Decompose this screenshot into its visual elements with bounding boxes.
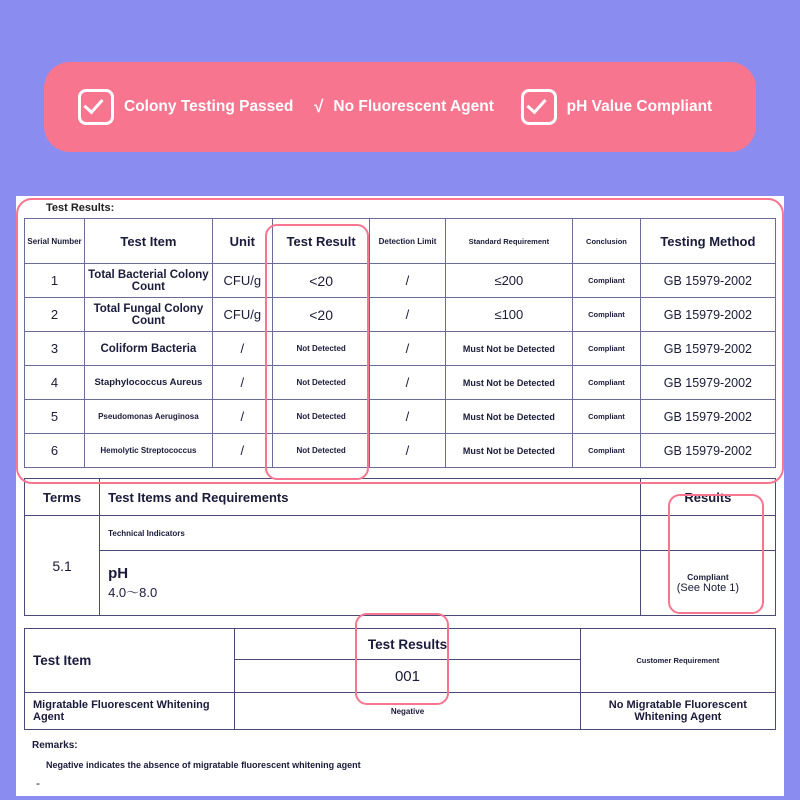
cell-unit: / [212, 434, 272, 468]
cell-serial: 5 [25, 400, 85, 434]
clause-number: 5.1 [25, 516, 100, 616]
terms-ph-row [25, 551, 776, 616]
cell-conclusion: Compliant [573, 298, 641, 332]
cell-result: <20 [272, 298, 370, 332]
col-test-item: Test Item [85, 219, 213, 264]
banner-label-colony: Colony Testing Passed [124, 98, 294, 115]
table-row [25, 366, 776, 400]
cell-limit: / [370, 332, 445, 366]
banner-label-ph: pH Value Compliant [566, 98, 713, 115]
table-row [25, 298, 776, 332]
col-testing-method: Testing Method [640, 219, 775, 264]
terms-result-note: (See Note 1) [676, 582, 740, 594]
check-box-icon [78, 89, 114, 125]
report-sheet [16, 196, 784, 796]
check-mark-icon: √ [314, 97, 324, 116]
cell-limit: / [370, 366, 445, 400]
cell-item: Staphylococcus Aureus [85, 366, 213, 400]
ph-range: 4.0～8.0 [108, 585, 158, 600]
cell-serial: 2 [25, 298, 85, 332]
ph-cell [100, 551, 641, 616]
table-header-row [25, 219, 776, 264]
check-box-icon [521, 89, 557, 125]
cell-conclusion: Compliant [573, 332, 641, 366]
sample-code: 001 [235, 660, 580, 693]
microbiology-table [24, 218, 776, 468]
cell-item: Total Bacterial Colony Count [85, 264, 213, 298]
technical-indicators-label: Technical Indicators [100, 516, 641, 551]
terms-header-row [25, 479, 776, 516]
terms-clause-row [25, 516, 776, 551]
col-customer-requirement: Customer Requirement [580, 629, 775, 693]
col-test-items-requirements: Test Items and Requirements [100, 479, 641, 516]
cell-limit: / [370, 400, 445, 434]
cell-standard: ≤200 [445, 264, 573, 298]
cell-serial: 3 [25, 332, 85, 366]
cell-method: GB 15979-2002 [640, 298, 775, 332]
banner-item-ph [513, 89, 738, 125]
banner-item-fluorescent [295, 97, 512, 117]
fluorescent-result: Negative [235, 693, 580, 730]
cell-unit: CFU/g [212, 298, 272, 332]
cell-standard: Must Not be Detected [445, 366, 573, 400]
cell-limit: / [370, 298, 445, 332]
table-row [25, 264, 776, 298]
cell-standard: Must Not be Detected [445, 434, 573, 468]
cell-conclusion: Compliant [573, 400, 641, 434]
fluorescent-header-row [25, 629, 776, 660]
fluorescent-item-label: Migratable Fluorescent Whitening Agent [25, 693, 235, 730]
col-detection-limit: Detection Limit [370, 219, 445, 264]
col-serial-number: Serial Number [25, 219, 85, 264]
cell-result: Not Detected [272, 332, 370, 366]
cell-item: Hemolytic Streptococcus [85, 434, 213, 468]
table-row [25, 434, 776, 468]
cell-item: Pseudomonas Aeruginosa [85, 400, 213, 434]
cell-method: GB 15979-2002 [640, 400, 775, 434]
fluorescent-requirement: No Migratable Fluorescent Whitening Agent [580, 693, 775, 730]
col-conclusion: Conclusion [573, 219, 641, 264]
terms-result-cell [640, 551, 775, 616]
cell-conclusion: Compliant [573, 264, 641, 298]
cell-limit: / [370, 264, 445, 298]
table-row [25, 400, 776, 434]
section-title: Test Results: [46, 202, 115, 214]
terms-result-value: Compliant [687, 572, 729, 582]
cell-result: <20 [272, 264, 370, 298]
cell-method: GB 15979-2002 [640, 366, 775, 400]
col-test-item: Test Item [25, 629, 235, 693]
cell-item: Total Fungal Colony Count [85, 298, 213, 332]
cell-conclusion: Compliant [573, 366, 641, 400]
col-terms: Terms [25, 479, 100, 516]
col-standard-requirement: Standard Requirement [445, 219, 573, 264]
cell-method: GB 15979-2002 [640, 434, 775, 468]
terms-table [24, 478, 776, 616]
banner-label-fluorescent: No Fluorescent Agent [333, 98, 494, 115]
cell-method: GB 15979-2002 [640, 332, 775, 366]
col-test-result: Test Result [272, 219, 370, 264]
cell-item: Coliform Bacteria [85, 332, 213, 366]
cell-result: Not Detected [272, 434, 370, 468]
summary-banner [44, 62, 756, 152]
cell-result: Not Detected [272, 400, 370, 434]
cell-conclusion: Compliant [573, 434, 641, 468]
footer-dash: - [36, 776, 40, 790]
cell-unit: CFU/g [212, 264, 272, 298]
terms-result-blank [640, 516, 775, 551]
remarks-text: Negative indicates the absence of migratable fluorescent whitening agent [46, 760, 361, 770]
cell-unit: / [212, 332, 272, 366]
col-test-results: Test Results [235, 629, 580, 660]
cell-result: Not Detected [272, 366, 370, 400]
col-results: Results [640, 479, 775, 516]
cell-serial: 1 [25, 264, 85, 298]
cell-limit: / [370, 434, 445, 468]
cell-unit: / [212, 400, 272, 434]
cell-serial: 4 [25, 366, 85, 400]
col-unit: Unit [212, 219, 272, 264]
cell-serial: 6 [25, 434, 85, 468]
cell-method: GB 15979-2002 [640, 264, 775, 298]
cell-standard: Must Not be Detected [445, 400, 573, 434]
cell-unit: / [212, 366, 272, 400]
cell-standard: ≤100 [445, 298, 573, 332]
cell-standard: Must Not be Detected [445, 332, 573, 366]
fluorescent-result-row [25, 693, 776, 730]
banner-item-colony [62, 89, 295, 125]
table-row [25, 332, 776, 366]
ph-label: pH [108, 565, 129, 582]
fluorescent-table [24, 628, 776, 730]
remarks-label: Remarks: [32, 740, 78, 751]
